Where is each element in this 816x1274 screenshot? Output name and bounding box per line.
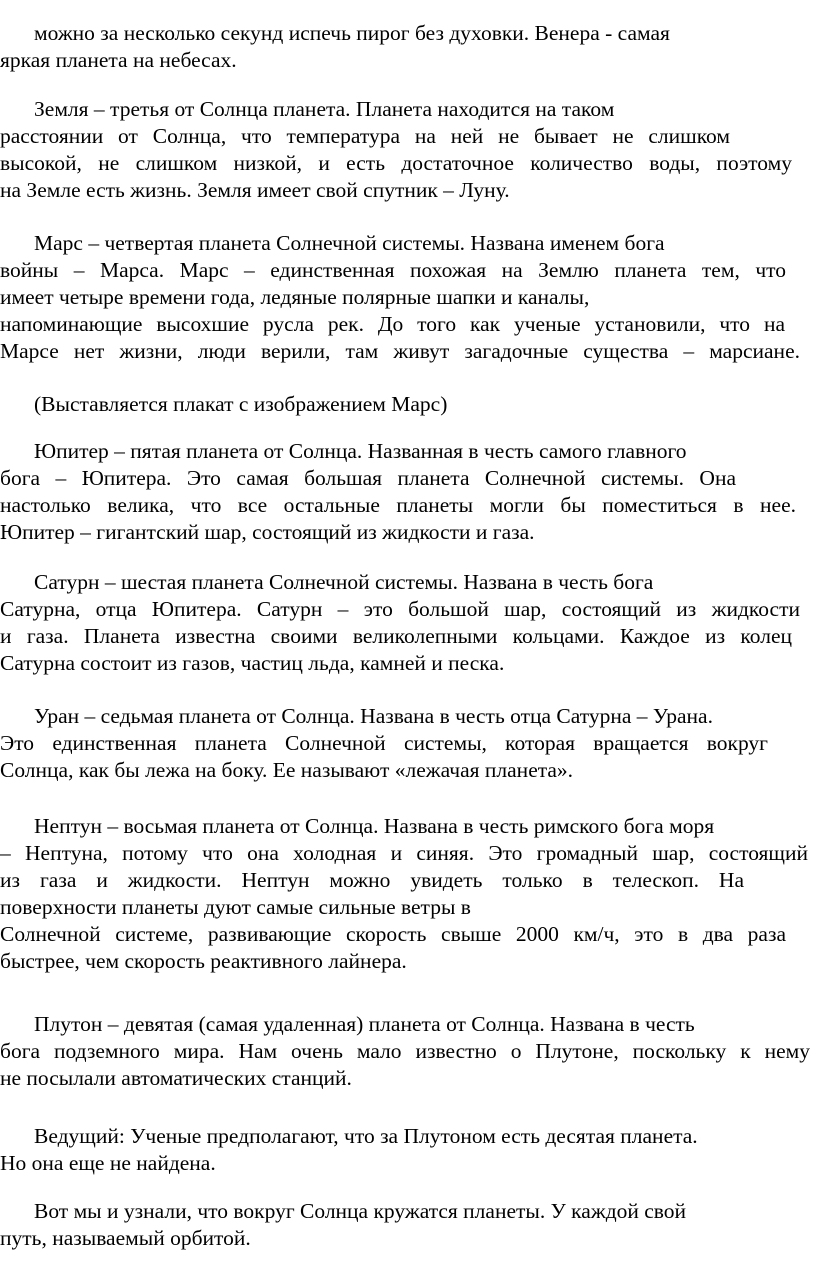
text-line: не посылали автоматических станций. (0, 1066, 352, 1090)
text-line: Сатурна состоит из газов, частиц льда, камней и песка. (0, 651, 505, 675)
text-line: высокой, не слишком низкой, и есть достаточное количество воды, поэтому (0, 151, 792, 175)
text-line: Юпитер – пятая планета от Солнца. Названная в честь самого главного (34, 439, 687, 463)
text-line: имеет четыре времени года, ледяные полярные шапки и каналы, (0, 285, 590, 309)
text-line: путь, называемый орбитой. (0, 1226, 251, 1250)
text-line: напоминающие высохшие русла рек. До того как ученые установили, что на (0, 312, 785, 336)
text-line: Уран – седьмая планета от Солнца. Названа в честь отца Сатурна – Урана. (34, 704, 713, 728)
paragraph-conclusion (0, 1198, 790, 1252)
text-line: настолько велика, что все остальные планеты могли бы поместиться в нее. (0, 493, 796, 517)
text-line: яркая планета на небесах. (0, 48, 237, 72)
text-line: быстрее, чем скорость реактивного лайнера. (0, 949, 407, 973)
paragraph-poster-note (0, 391, 700, 418)
text-line: расстоянии от Солнца, что температура на ней не бывает не слишком (0, 124, 730, 148)
paragraph-mars (0, 230, 800, 365)
text-line: Вот мы и узнали, что вокруг Солнца кружатся планеты. У каждой свой (34, 1199, 687, 1223)
paragraph-jupiter (0, 438, 796, 546)
text-line: Солнца, как бы лежа на боку. Ее называют «лежачая планета». (0, 758, 574, 782)
text-line: Сатурна, отца Юпитера. Сатурн – это большой шар, состоящий из жидкости (0, 597, 800, 621)
paragraph-host-remark (0, 1123, 790, 1177)
text-line: Марс – четвертая планета Солнечной системы. Названа именем бога (34, 231, 665, 255)
text-line: Сатурн – шестая планета Солнечной системы. Названа в честь бога (34, 570, 654, 594)
paragraph-uranus (0, 703, 806, 784)
text-line: Но она еще не найдена. (0, 1151, 216, 1175)
text-line: Юпитер – гигантский шар, состоящий из жидкости и газа. (0, 520, 535, 544)
text-line: Это единственная планета Солнечной системы, которая вращается вокруг (0, 731, 768, 755)
paragraph-earth (0, 96, 792, 204)
text-line: войны – Марса. Марс – единственная похожая на Землю планета тем, что (0, 258, 786, 282)
text-line: Нептун – восьмая планета от Солнца. Названа в честь римского бога моря (34, 814, 715, 838)
text-line: Плутон – девятая (самая удаленная) планета от Солнца. Названа в честь (34, 1012, 695, 1036)
text-line: бога подземного мира. Нам очень мало известно о Плутоне, поскольку к нему (0, 1039, 810, 1063)
text-line: и газа. Планета известна своими великолепными кольцами. Каждое из колец (0, 624, 792, 648)
paragraph-neptune (0, 813, 808, 975)
text-line: Ведущий: Ученые предполагают, что за Плутоном есть десятая планета. (34, 1124, 698, 1148)
paragraph-pluto (0, 1011, 810, 1092)
text-line: на Земле есть жизнь. Земля имеет свой спутник – Луну. (0, 178, 510, 202)
text-line: поверхности планеты дуют самые сильные ветры в (0, 895, 471, 919)
text-line: (Выставляется плакат с изображением Марс) (34, 392, 448, 416)
text-line: из газа и жидкости. Нептун можно увидеть только в телескоп. На (0, 868, 744, 892)
text-line: Марсе нет жизни, люди верили, там живут загадочные существа – марсиане. (0, 339, 800, 363)
text-line: Земля – третья от Солнца планета. Планета находится на таком (34, 97, 615, 121)
paragraph-saturn (0, 569, 800, 677)
text-line: можно за несколько секунд испечь пирог без духовки. Венера - самая (34, 21, 670, 45)
text-line: – Нептуна, потому что она холодная и синяя. Это громадный шар, состоящий (0, 841, 808, 865)
text-line: бога – Юпитера. Это самая большая планета Солнечной системы. Она (0, 466, 736, 490)
paragraph-venus (0, 20, 766, 74)
text-line: Солнечной системе, развивающие скорость свыше 2000 км/ч, это в два раза (0, 922, 786, 946)
